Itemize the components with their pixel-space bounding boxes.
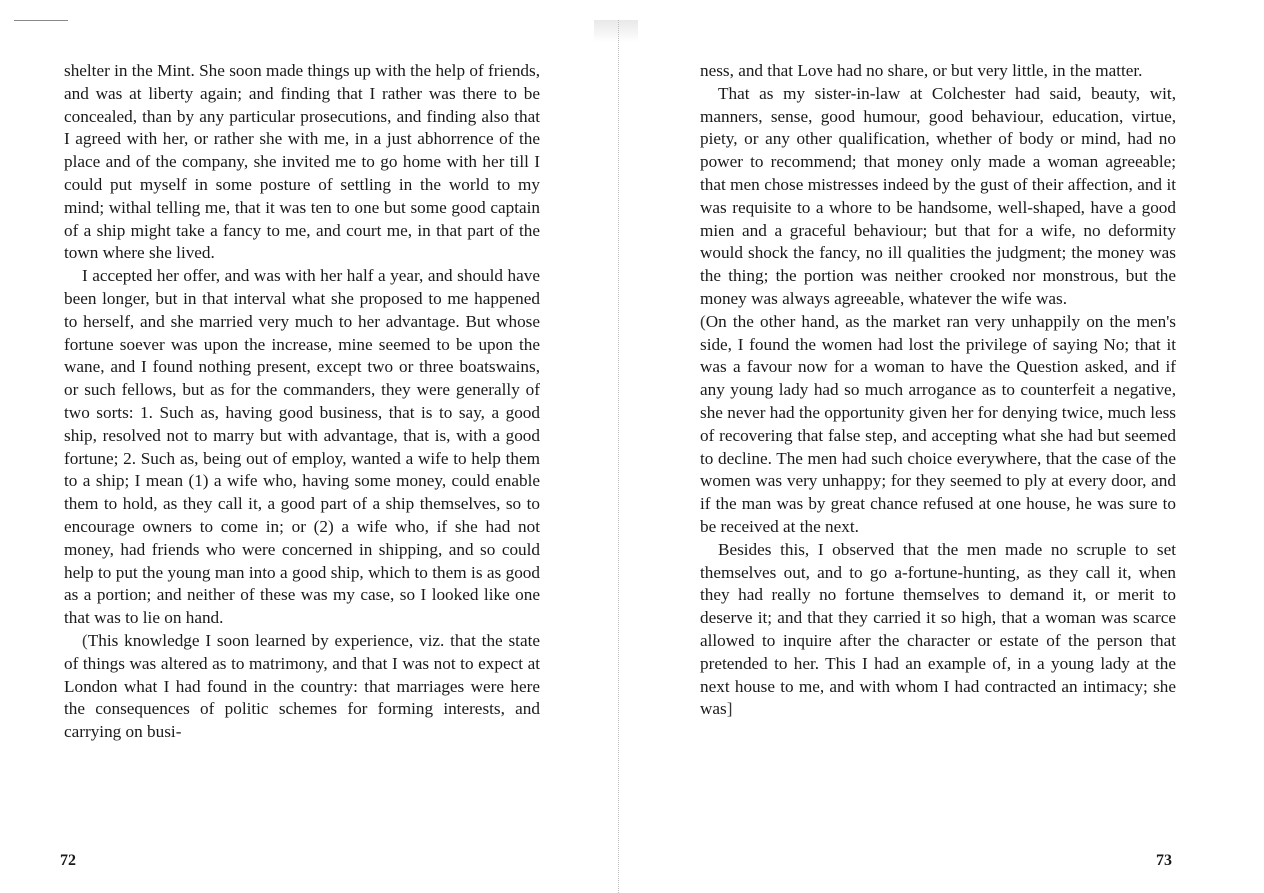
right-paragraph-3	[700, 311, 1176, 539]
top-rule	[14, 20, 68, 21]
pencil-mark-open: (	[700, 311, 706, 331]
page-number-left: 72	[60, 852, 76, 869]
left-paragraph-2: I accepted her offer, and was with her half a year, and should have been longer, but in that interval what she proposed to me happened to herself, and she married very much to her advantage. But whose fortune soever was upon the increase, mine seemed to be upon the wane, and I found nothing present, except two or three boatswains, or such fellows, but as for the commanders, they were generally of two sorts: 1. Such as, having good business, that is to say, a good ship, resolved not to marry but with advantage, that is, with a good fortune; 2. Such as, being out of employ, wanted a wife to help them to a ship; I mean (1) a wife who, having some money, could enable them to hold, as they call it, a good part of a ship themselves, so to encourage owners to come in; or (2) a wife who, if she had not money, had friends who were concerned in shipping, and so could help to put the young man into a good ship, which to them is as good as a portion; and neither of these was my case, so I looked like one that was to lie on hand.	[64, 266, 540, 628]
page-number-right: 73	[1156, 852, 1172, 869]
right-paragraph-4	[700, 539, 1176, 721]
right-page	[700, 60, 1176, 721]
pencil-mark-open: (	[82, 630, 88, 650]
right-paragraph-2: That as my sister-in-law at Colchester had said, beauty, wit, manners, sense, good humour, good behaviour, education, virtue, piety, or any other qualification, whether of body or mind, had no power to recommend; that money only made a woman agreeable; that men chose mistresses indeed by the gust of their affection, and it was requisite to a whore to be handsome, well-shaped, have a good mien and a graceful behaviour; but that for a wife, no deformity would shock the fancy, no ill qualities the judgment; the money was the thing; the portion was neither crooked nor monstrous, but the money was always agreeable, whatever the wife was.	[700, 83, 1176, 308]
left-paragraph-3-text: This knowledge I soon learned by experience, viz. that the state of things was altered as to matrimony, and that I was not to expect at London what I had found in the country: that marriages were here the consequences of politic schemes for forming interests, and carrying on busi-	[64, 630, 540, 742]
right-paragraph-1: ness, and that Love had no share, or but very little, in the matter.	[700, 61, 1143, 80]
left-paragraph-3	[64, 630, 540, 744]
left-page	[64, 60, 540, 744]
right-paragraph-3-text: On the other hand, as the market ran very unhappily on the men's side, I found the women had lost the privilege of saying No; that it was a favour now for a woman to have the Question asked, and if any young lady had so much arrogance as to counterfeit a negative, she never had the opportunity given her for denying twice, much less of recovering that false step, and accepting what she had but seemed to decline. The men had such choice everywhere, that the case of the women was very unhappy; for they seemed to ply at every door, and if the man was by great chance refused at one house, he was sure to be received at the next.	[700, 311, 1176, 536]
right-paragraph-4-text: Besides this, I observed that the men made no scruple to set themselves out, and to go a-fortune-hunting, as they call it, when they had really no fortune themselves to demand it, or merit to deserve it; and that they carried it so high, that a woman was scarce allowed to inquire after the character or estate of the person that pretended to her. This I had an example of, in a young lady at the next house to me, and with whom I had contracted an intimacy; she was	[700, 539, 1176, 719]
gutter-shadow	[594, 20, 638, 42]
pencil-mark-close: ]	[726, 699, 733, 719]
gutter	[618, 20, 627, 893]
left-paragraph-1: shelter in the Mint. She soon made things up with the help of friends, and was at liberty again; and finding that I rather was there to be concealed, than by any particular prosecutions, and finding also that I agreed with her, or rather she with me, in a just abhorrence of the place and of the company, she invited me to go home with her till I could put myself in some posture of settling in the world to my mind; withal telling me, that it was ten to one but some good captain of a ship might take a fancy to me, and court me, in that part of the town where she lived.	[64, 61, 540, 263]
